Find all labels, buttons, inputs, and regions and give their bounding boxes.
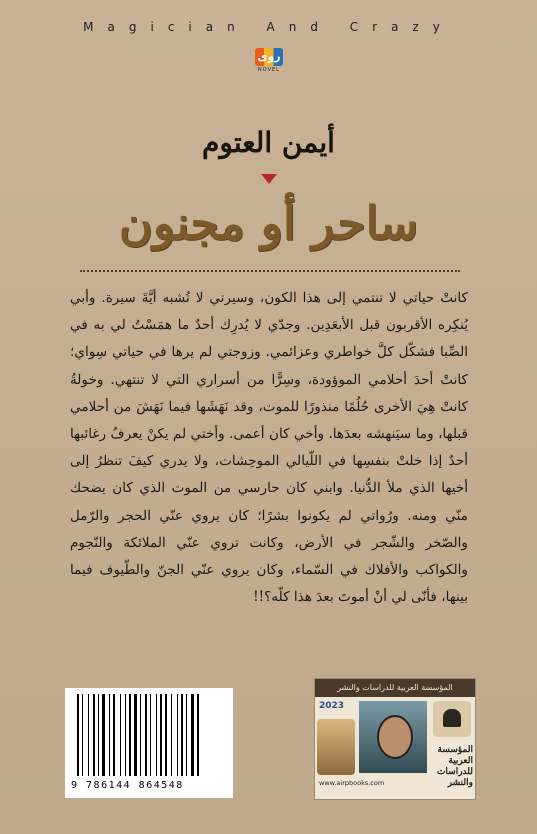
barcode-bar [88, 694, 89, 776]
author-face [377, 715, 413, 759]
barcode-bar [177, 694, 178, 776]
triangle-icon [261, 174, 277, 184]
book-title: ساحر أو مجنون [118, 196, 419, 250]
barcode-bar [125, 694, 126, 776]
author-photo [359, 701, 427, 773]
pharaoh-statue-image [317, 719, 355, 775]
barcode-bar [165, 694, 167, 776]
publisher-ad-panel [314, 678, 476, 800]
barcode-bar [129, 694, 131, 776]
barcode [65, 688, 233, 798]
publisher-logo-text: NOVEL [258, 67, 280, 73]
barcode-bar [145, 694, 147, 776]
isbn-number: 9 786144 864548 [71, 780, 184, 791]
ad-website: www.airpbooks.com [319, 779, 385, 787]
barcode-bar [150, 694, 151, 776]
blurb-text: كانتْ حياتي لا تنتمي إلى هذا الكون، وسيرتي لا تُشبه أيَّةَ سيرة. وأبي يُنكِره الأقربون قبل الأبعَدِين. وجدّي لا يُدرِك أحدٌ ما همَسْتُ لي به في الصِّبا فشكّل كلَّ خواطري وعزائمي. وزوجتي لم يرها في حياتي سِواي؛ كانتْ أحدَ أحلامي الموؤودة، وسِرًّا من أسراري التي لا تنتهي. وخولةُ كانتْ هِيَ الأخرى حُلُمًا منذورًا للموت، وقد نَهَشَها فيما نَهَشَ من أحلامي قبلها، وما سيَنهشه بعدَها. وأخي كان أعمى. وأختي لم يكنْ يعرفُ رغائبها أحدٌ إذا خلتْ بنفسِها في اللّيالي الموحِشات، ولا يدري كيفَ تنظرُ إلى أخيها الذي ملأ الدُّنيا. وابني كان حارسي من الموت الذي كان يضحك منّي ومنه. ورُواتي لم يكونوا بشرًا؛ كان يروي عنّي الحجر والرّمل والصّخر والشّجر في الأرض، وكانت تروي عنّي الملائكة والنّجوم والكواكب والأفلاك في السّماء، وكان يروي عنّي الجنّ والطّيوف فيما بينها، فأنّى لي أنْ أموتَ بعدَ هذا كلّه؟!! [70, 290, 468, 606]
barcode-bar [77, 694, 79, 776]
barcode-bar [93, 694, 95, 776]
barcode-bar [120, 694, 121, 776]
barcode-bar [156, 694, 157, 776]
barcode-bars [77, 694, 225, 776]
barcode-bar [160, 694, 162, 776]
barcode-bar [140, 694, 141, 776]
dotted-divider [80, 270, 460, 272]
barcode-bar [186, 694, 187, 776]
barcode-bar [109, 694, 110, 776]
author-name: أيمن العتوم [202, 126, 335, 159]
barcode-bar [181, 694, 183, 776]
barcode-bar [197, 694, 199, 776]
barcode-bar [82, 694, 83, 776]
ad-year: 2023 [319, 701, 345, 711]
publisher-logo-mark: روى [255, 48, 283, 66]
barcode-bar [102, 694, 105, 776]
ad-publisher-name: المؤسسة العربية للدراسات والنشر [436, 745, 473, 788]
ad-strip: المؤسسة العربية للدراسات والنشر [315, 679, 475, 697]
barcode-bar [134, 694, 137, 776]
barcode-bar [191, 694, 194, 776]
publisher-logo [251, 48, 287, 76]
camel-logo-icon [433, 701, 471, 737]
barcode-bar [113, 694, 115, 776]
barcode-bar [98, 694, 99, 776]
series-title: Magician And Crazy [83, 20, 454, 34]
barcode-bar [171, 694, 172, 776]
